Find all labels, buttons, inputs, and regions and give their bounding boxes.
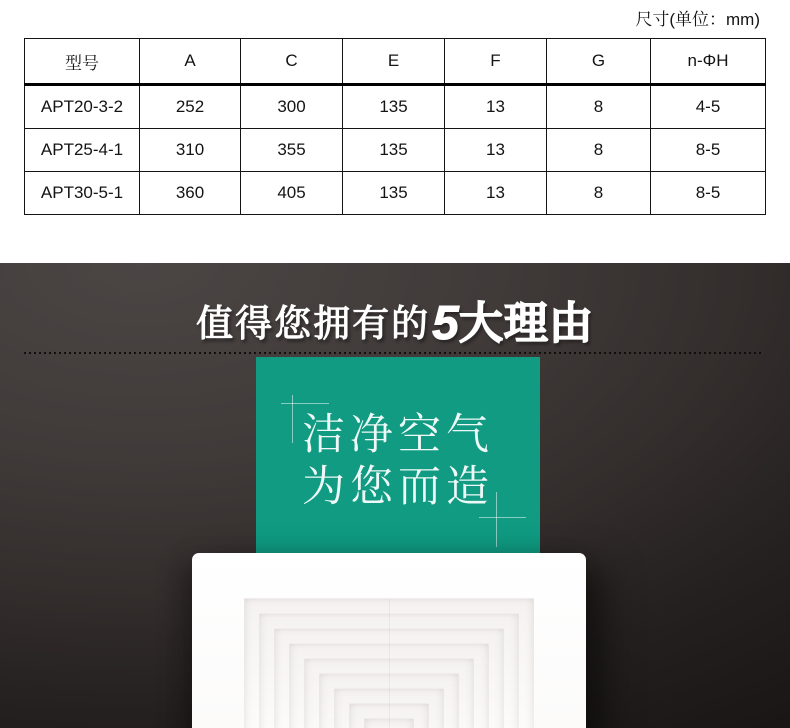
size-unit-note: 尺寸(单位：mm): [635, 10, 760, 29]
dotted-divider: [24, 352, 764, 354]
vent-louver-ring: [304, 658, 474, 728]
spec-cell: 360: [140, 172, 241, 215]
spec-cell: 135: [343, 172, 445, 215]
spec-table-row: [25, 172, 766, 215]
spec-cell: 355: [241, 129, 343, 172]
spec-table-header-row: [25, 39, 766, 85]
spec-header-cell: n-ΦH: [651, 39, 766, 85]
spec-cell: 8-5: [651, 129, 766, 172]
vent-louver-ring: [289, 643, 489, 728]
spec-cell-model: APT30-5-1: [25, 172, 140, 215]
spec-cell: 135: [343, 129, 445, 172]
spec-table-row: [25, 85, 766, 129]
spec-header-cell: F: [445, 39, 547, 85]
spec-header-cell: 型号: [25, 39, 140, 85]
spec-header-cell: A: [140, 39, 241, 85]
spec-table-row: [25, 129, 766, 172]
spec-cell: 13: [445, 85, 547, 129]
crosshair-icon: [479, 517, 526, 518]
spec-header-cell: G: [547, 39, 651, 85]
ventilation-fan-image: [192, 553, 586, 728]
spec-cell: 8: [547, 129, 651, 172]
vent-louver-ring: [274, 628, 504, 728]
spec-cell: 8: [547, 172, 651, 215]
spec-header-cell: E: [343, 39, 445, 85]
green-slogan-card: [256, 357, 540, 553]
spec-cell-model: APT20-3-2: [25, 85, 140, 129]
spec-header-cell: C: [241, 39, 343, 85]
spec-cell: 135: [343, 85, 445, 129]
promo-title-suffix: 大理由: [458, 299, 594, 348]
vent-louver-ring: [244, 598, 534, 728]
crosshair-icon: [281, 403, 329, 404]
card-slogan: [256, 409, 540, 513]
spec-table: [24, 38, 766, 215]
spec-cell: 8: [547, 85, 651, 129]
spec-cell: 13: [445, 129, 547, 172]
spec-cell: 405: [241, 172, 343, 215]
promo-title-prefix: 值得您拥有的: [196, 303, 431, 344]
spec-cell: 13: [445, 172, 547, 215]
vent-louver-ring: [364, 718, 414, 728]
promo-title-number: 5: [432, 297, 459, 350]
spec-cell: 310: [140, 129, 241, 172]
card-slogan-line1: 洁净空气: [302, 411, 494, 459]
spec-cell: 4-5: [651, 85, 766, 129]
spec-cell: 8-5: [651, 172, 766, 215]
vent-louver-ring: [334, 688, 444, 728]
vent-louver-ring: [349, 703, 429, 728]
spec-cell-model: APT25-4-1: [25, 129, 140, 172]
spec-cell: 252: [140, 85, 241, 129]
vent-louver-ring: [259, 613, 519, 728]
spec-cell: 300: [241, 85, 343, 129]
promo-section: [0, 263, 790, 728]
card-slogan-line2: 为您而造: [302, 463, 494, 511]
promo-title: [0, 287, 790, 351]
vent-louver-ring: [319, 673, 459, 728]
